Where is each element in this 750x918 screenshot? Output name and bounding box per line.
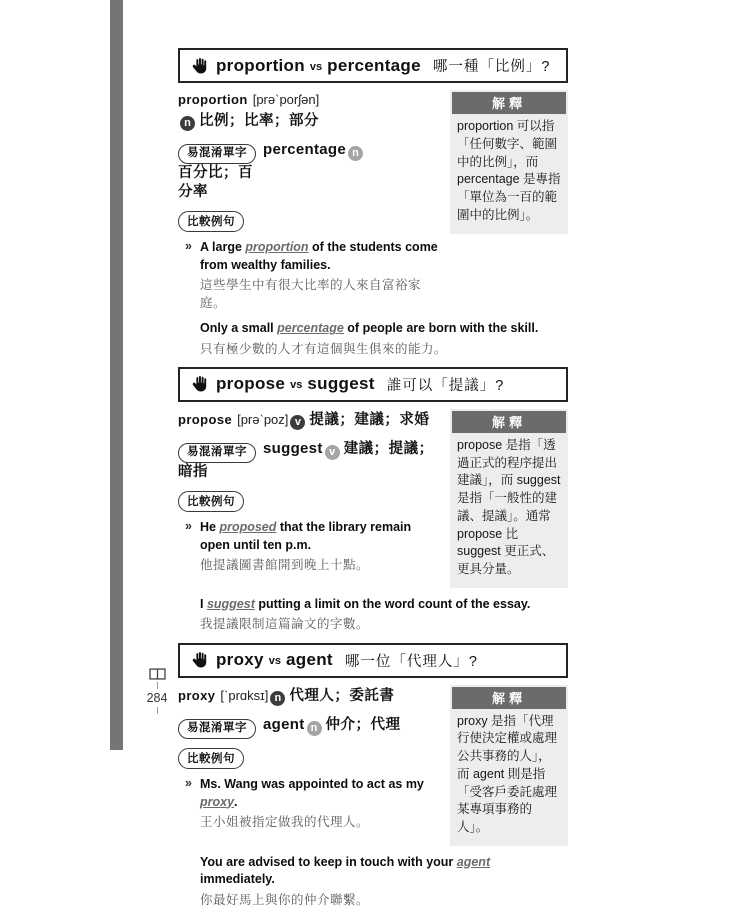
example-post: immediately. (200, 872, 275, 887)
marker-tick (157, 707, 158, 714)
example-post: putting a limit on the word count of the essay. (254, 596, 531, 611)
example-keyword: proposed (219, 520, 277, 535)
pos-badge: n (180, 116, 195, 131)
example-badge-line (178, 491, 440, 512)
headword-definition: 代理人；委託書 (289, 687, 395, 704)
example-sentence (178, 519, 440, 574)
example-translation: 這些學生中有很大比率的人來自富裕家庭。 (200, 278, 422, 311)
entry-row (178, 409, 568, 588)
hand-icon (190, 651, 208, 669)
line-break (178, 109, 440, 112)
example-badge-line (178, 748, 440, 769)
example-pre: A large (200, 240, 246, 255)
explanation-header: 解釋 (452, 411, 566, 433)
explanation-text: proportion 可以指「任何數字、範圍中的比例」，而 percentage 是專指「單位為一百的範圍中的比例」。 (457, 119, 561, 222)
example-post: that the library remain open until ten p.m. (200, 520, 412, 552)
confusable-word: agent (263, 716, 305, 734)
headword-line (178, 411, 440, 433)
example-post: . (234, 794, 238, 809)
example-badge-line (178, 211, 440, 232)
headword-definition: 比例；比率；部分 (199, 112, 319, 129)
example-pre: You are advised to keep in touch with your (200, 854, 457, 869)
pos-badge-light: n (348, 146, 363, 161)
headword: proxy (178, 687, 216, 703)
vs-label: vs (309, 60, 323, 73)
bullet-marker: » (185, 239, 192, 254)
page-number: 284 (146, 691, 168, 705)
headword-line (178, 687, 440, 709)
entry-section-propose (178, 367, 568, 634)
entry-left-column (178, 90, 440, 312)
entry-left-column (178, 685, 440, 832)
explanation-sidebar (450, 409, 568, 588)
header-word-1: proportion (216, 55, 305, 75)
pronunciation: [prəˋpoz] (237, 411, 289, 427)
page-number-marker (142, 668, 172, 714)
explanation-text: propose 是指「透過正式的程序提出建議」，而 suggest 是指「一般性的建議、提議」。通常 propose 比 suggest 更正式、更具分量。 (457, 437, 561, 577)
example-badge: 比較例句 (178, 211, 244, 232)
example-post: of people are born with the skill. (343, 321, 539, 336)
example-keyword: proportion (245, 240, 309, 255)
pos-badge-light: n (307, 721, 322, 736)
vs-label: vs (268, 655, 282, 668)
example-sentence (178, 776, 440, 831)
header-question: 哪一位「代理人」? (344, 653, 478, 670)
confusable-definition: 百分比；百分率 (178, 165, 253, 201)
header-question: 哪一種「比例」? (432, 59, 551, 75)
hand-icon (190, 375, 208, 393)
example-pre: Ms. Wang was appointed to act as my (200, 777, 424, 792)
confusable-word: percentage (263, 141, 347, 159)
entry-section-proxy (178, 643, 568, 909)
example-english (200, 854, 568, 889)
pronunciation: [ˋprɑksɪ] (220, 687, 269, 703)
example-translation: 王小姐被指定做我的代理人。 (200, 815, 370, 830)
section-header (178, 367, 568, 402)
example-pre: Only a small (200, 321, 278, 336)
example-sentence (178, 320, 568, 358)
headword-line (178, 92, 440, 133)
example-pre: I (200, 596, 207, 611)
example-english (200, 776, 440, 811)
open-book-icon (149, 668, 166, 680)
example-translation: 你最好馬上與你的仲介聯繫。 (200, 892, 370, 907)
headword-definition: 提議；建議；求婚 (309, 411, 430, 428)
example-keyword: proxy (200, 794, 235, 809)
example-translation: 只有極少數的人才有這個與生俱來的能力。 (200, 341, 448, 356)
example-keyword: percentage (277, 321, 344, 336)
headword: propose (178, 411, 233, 427)
confusable-line (178, 715, 440, 739)
example-sentence (178, 596, 568, 634)
confusable-badge: 易混淆單字 (178, 144, 256, 164)
example-translation: 我提議限制這篇論文的字數。 (200, 617, 370, 632)
confusable-line (178, 140, 440, 202)
confusable-badge: 易混淆單字 (178, 443, 256, 463)
example-english (200, 320, 568, 338)
example-keyword: suggest (206, 596, 255, 611)
confusable-word: suggest (263, 440, 323, 458)
confusable-definition: 仲介；代理 (325, 717, 401, 734)
bullet-marker: » (185, 776, 192, 791)
entry-left-column (178, 409, 440, 574)
bullet-marker: » (185, 519, 192, 534)
page-content (178, 48, 568, 918)
entry-row (178, 90, 568, 312)
explanation-sidebar (450, 90, 568, 234)
header-word-1: propose (216, 374, 286, 394)
section-header (178, 48, 568, 83)
example-keyword: agent (456, 854, 491, 869)
explanation-text: proxy 是指「代理行使決定權或處理公共事務的人」，而 agent 則是指「受客戶委託處理某專項事務的人」。 (457, 713, 558, 835)
header-word-2: percentage (327, 55, 421, 75)
example-sentence (178, 239, 440, 312)
marker-tick (157, 682, 158, 689)
entry-section-proportion (178, 48, 568, 358)
pos-badge: n (270, 691, 285, 706)
header-word-2: suggest (307, 374, 375, 394)
example-sentence (178, 854, 568, 909)
example-translation: 他提議圖書館開到晚上十點。 (200, 558, 370, 573)
confusable-definition: 建議；提議；暗指 (178, 441, 434, 481)
pronunciation: [prəˋporʃən] (252, 92, 320, 107)
header-question: 誰可以「提議」? (386, 377, 505, 394)
explanation-header: 解釋 (452, 92, 566, 114)
confusable-badge: 易混淆單字 (178, 719, 256, 739)
example-post: of the students come from wealthy families. (200, 240, 438, 272)
example-english (200, 239, 440, 274)
header-word-2: agent (286, 650, 333, 670)
example-english (200, 596, 568, 614)
hand-icon (190, 57, 208, 75)
pos-badge-light: v (325, 445, 340, 460)
vs-label: vs (290, 379, 303, 392)
explanation-header: 解釋 (452, 687, 566, 709)
example-english (200, 519, 440, 554)
example-badge: 比較例句 (178, 748, 244, 769)
headword: proportion (178, 92, 248, 107)
page-spine-bar (110, 0, 123, 750)
confusable-line (178, 439, 440, 482)
explanation-sidebar (450, 685, 568, 846)
pos-badge: v (290, 415, 305, 430)
entry-row (178, 685, 568, 846)
example-pre: He (200, 520, 220, 535)
example-badge: 比較例句 (178, 491, 244, 512)
header-word-1: proxy (216, 650, 264, 670)
section-header (178, 643, 568, 678)
